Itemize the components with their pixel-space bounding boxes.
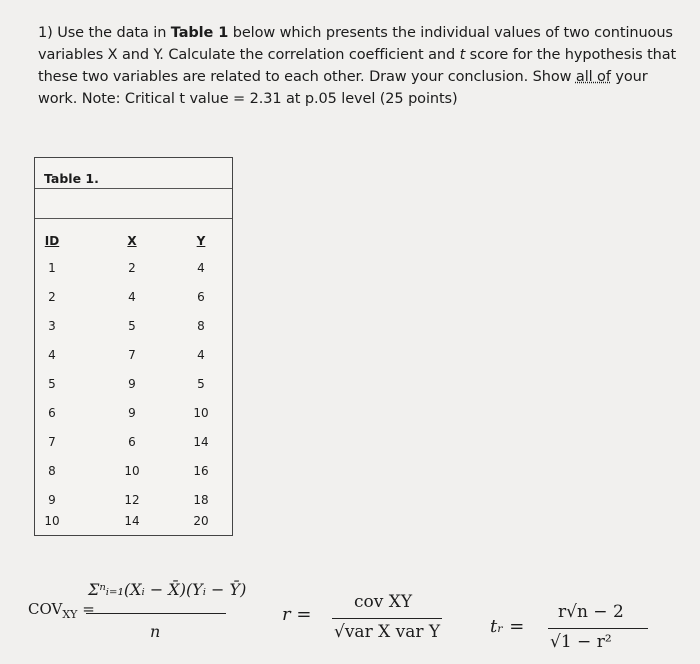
table-cell: 14 <box>124 514 140 528</box>
table-cell: 5 <box>128 319 136 333</box>
t-numerator: r√n − 2 <box>558 602 624 622</box>
table-cell: 6 <box>197 290 205 304</box>
t-italic: t <box>459 47 466 63</box>
table-cell: 5 <box>197 377 205 391</box>
cov-equals: = <box>82 600 95 618</box>
table-cell: 18 <box>193 493 209 507</box>
data-table <box>34 157 233 536</box>
formula-section <box>0 560 700 664</box>
cov-label <box>28 600 95 621</box>
table-cell: 6 <box>48 406 56 420</box>
t-denominator: √1 − r² <box>550 632 612 652</box>
table-cell: 3 <box>48 319 56 333</box>
table-cell: 2 <box>48 290 56 304</box>
r-fraction-bar <box>332 618 442 619</box>
question-part: your work. Note: Critical t value = 2.31 at p.05 level (25 points) <box>38 69 648 107</box>
t-fraction-bar <box>548 628 648 629</box>
table-cell: 9 <box>128 406 136 420</box>
table-header-x: X <box>127 234 137 248</box>
table-cell: 4 <box>128 290 136 304</box>
table-cell: 20 <box>193 514 209 528</box>
table-cell: 4 <box>197 261 205 275</box>
table-cell: 14 <box>193 435 209 449</box>
table-header-y: Y <box>196 234 206 248</box>
r-label: r = <box>282 604 312 625</box>
t-label: tᵣ = <box>490 616 525 637</box>
table-cell: 4 <box>197 348 205 362</box>
table-cell: 12 <box>124 493 140 507</box>
question-part: below which presents the individual values of two continuous variables X and Y. Calculate the correlation coefficient and <box>38 25 673 63</box>
r-denominator: √var X var Y <box>334 622 441 642</box>
underlined-text: all of <box>575 69 611 85</box>
table-cell: 9 <box>128 377 136 391</box>
cov-label-sub: XY <box>62 608 78 621</box>
table-header-id: ID <box>44 234 60 248</box>
table-cell: 10 <box>124 464 140 478</box>
table-cell: 7 <box>128 348 136 362</box>
table-cell: 1 <box>48 261 56 275</box>
table-cell: 4 <box>48 348 56 362</box>
cov-denominator: n <box>150 622 161 641</box>
table-caption: Table 1. <box>35 158 232 189</box>
table-cell: 2 <box>128 261 136 275</box>
question-text <box>38 22 688 110</box>
table-reference: Table 1 <box>170 25 229 41</box>
table-cell: 5 <box>48 377 56 391</box>
table-cell: 6 <box>128 435 136 449</box>
table-cell: 8 <box>197 319 205 333</box>
cov-label-text: COV <box>28 600 63 618</box>
question-part: 1) Use the data in <box>38 25 171 41</box>
table-cell: 8 <box>48 464 56 478</box>
table-cell: 9 <box>48 493 56 507</box>
table-cell: 10 <box>193 406 209 420</box>
table-cell: 7 <box>48 435 56 449</box>
cov-fraction-bar <box>86 613 226 614</box>
table-cell: 10 <box>44 514 60 528</box>
r-numerator: cov XY <box>354 592 413 612</box>
table-cell: 16 <box>193 464 209 478</box>
table-blank-row <box>35 189 232 219</box>
question-part: score for the hypothesis that these two variables are related to each other. Draw your conclusion. Show <box>38 47 677 85</box>
cov-numerator: Σⁿᵢ₌₁(Xᵢ − X̄)(Yᵢ − Ȳ) <box>88 580 247 599</box>
